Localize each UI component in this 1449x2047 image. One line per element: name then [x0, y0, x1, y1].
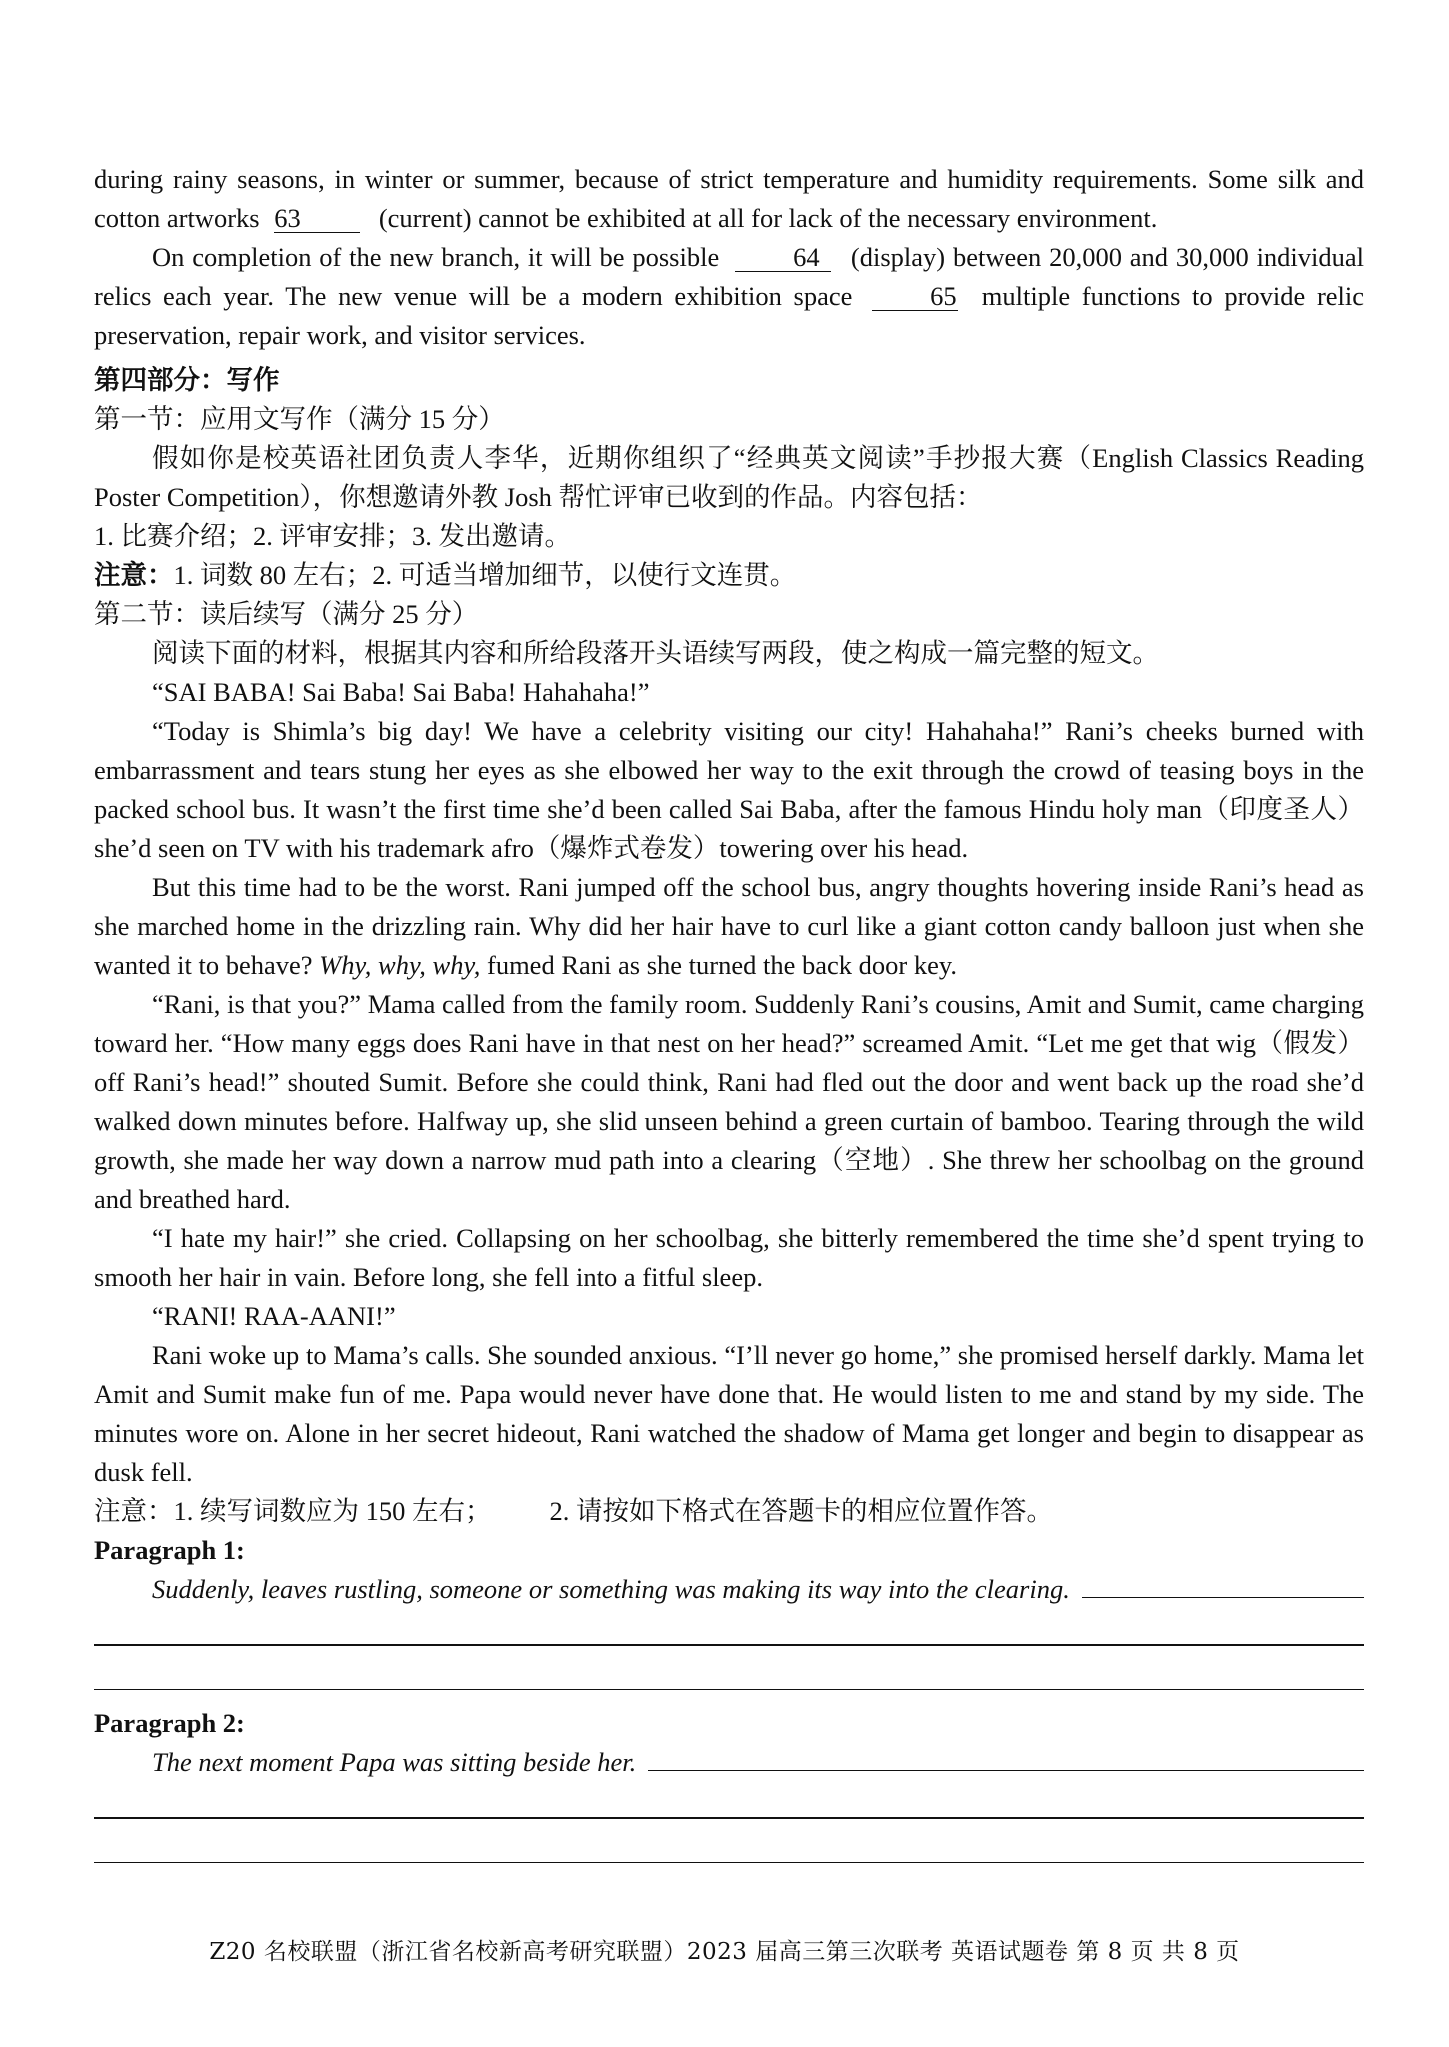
blank-64: 64	[735, 243, 831, 272]
paragraph1-opening: Suddenly, leaves rustling, someone or something was making its way into the clearing.	[152, 1574, 1070, 1604]
answer-line	[1082, 1573, 1364, 1598]
blank-65: 65	[872, 282, 958, 311]
story-paragraph: “Rani, is that you?” Mama called from the family room. Suddenly Rani’s cousins, Amit and Sumit, came charging toward her. “How many eggs does Rani have in that nest on her head?” screamed Amit. “Let me get that wig（假发）off Rani’s head!” shouted Sumit. Before she could think, Rani had fled out the door and went back up the road she’d walked down minutes before. Halfway up, she slid unseen behind a green curtain of bamboo. Tearing through the wild growth, she made her way down a narrow mud path into a clearing（空地）. She threw her schoolbag on the ground and breathed hard.	[94, 989, 1364, 1214]
blank-63: 63	[274, 204, 360, 233]
paragraph2-start	[94, 1743, 1364, 1782]
section1-note	[94, 556, 1364, 595]
note-part-a: 注意：1. 续写词数应为 150 左右；	[94, 1496, 492, 1526]
cloze-text: multiple functions to provide relic preservation, repair work, and visitor services.	[94, 281, 1365, 350]
note-text: 1. 词数 80 左右；2. 可适当增加细节，以使行文连贯。	[173, 560, 797, 590]
story-italic-text: Why, why, why,	[319, 950, 481, 980]
paragraph2-label: Paragraph 2:	[94, 1708, 245, 1738]
story-text: But this time had to be the worst. Rani jumped off the school bus, angry thoughts hovering inside Rani’s head as she marched home in the drizzling rain. Why did her hair have to curl like a giant cotton candy balloon just when she wanted it to behave?	[94, 872, 1364, 980]
story-paragraph: “SAI BABA! Sai Baba! Sai Baba! Hahahaha!”	[152, 677, 650, 707]
story-text: fumed Rani as she turned the back door key.	[487, 950, 957, 980]
section2-title: 第二节：读后续写（满分 25 分）	[94, 599, 479, 629]
story-paragraph: Rani woke up to Mama’s calls. She sounded anxious. “I’ll never go home,” she promised herself darkly. Mama let Amit and Sumit make fun of me. Papa would never have done that. He would listen to me and stand by my side. The minutes wore on. Alone in her secret hideout, Rani watched the shadow of Mama get longer and begin to disappear as dusk fell.	[94, 1340, 1364, 1487]
cloze-text: (display) between 20,000 and 30,000 individual relics each year. The new venue will be a modern exhibition space	[94, 242, 1365, 311]
continuation-note	[94, 1492, 1364, 1531]
section1-items: 1. 比赛介绍；2. 评审安排；3. 发出邀请。	[94, 521, 571, 551]
cloze-paragraph-2	[94, 238, 1364, 355]
cloze-paragraph-1	[94, 160, 1364, 238]
story-paragraph: “I hate my hair!” she cried. Collapsing on her schoolbag, she bitterly remembered the time she’d spent trying to smooth her hair in vain. Before long, she fell into a fitful sleep.	[94, 1223, 1364, 1292]
section1-title: 第一节：应用文写作（满分 15 分）	[94, 404, 505, 434]
cloze-text: On completion of the new branch, it will be possible	[152, 242, 720, 272]
section2-prompt: 阅读下面的材料，根据其内容和所给段落开头语续写两段，使之构成一篇完整的短文。	[152, 638, 1159, 668]
note-label: 注意：	[94, 560, 174, 590]
exam-page	[94, 160, 1364, 1863]
story-paragraph: “RANI! RAA-AANI!”	[152, 1301, 396, 1331]
paragraph1-label: Paragraph 1:	[94, 1535, 245, 1565]
answer-line	[94, 1689, 1364, 1691]
answer-line	[94, 1862, 1364, 1864]
part4-title: 第四部分：写作	[94, 365, 280, 395]
cloze-text: (current) cannot be exhibited at all for lack of the necessary environment.	[378, 203, 1158, 233]
story-paragraph: “Today is Shimla’s big day! We have a celebrity visiting our city! Hahahaha!” Rani’s cheeks burned with embarrassment and tears stung her eyes as she elbowed her way to the exit through the crowd of teasing boys in the packed school bus. It wasn’t the first time she’d been called Sai Baba, after the famous Hindu holy man（印度圣人）she’d seen on TV with his trademark afro（爆炸式卷发）towering over his head.	[94, 716, 1364, 863]
answer-line	[648, 1746, 1364, 1771]
section1-prompt: 假如你是校英语社团负责人李华，近期你组织了“经典英文阅读”手抄报大赛（English Classics Reading Poster Competition），你想邀请外教 Josh 帮忙评审已收到的作品。内容包括：	[94, 443, 1364, 512]
story-paragraph	[94, 868, 1364, 985]
answer-line	[94, 1644, 1364, 1646]
answer-line	[94, 1817, 1364, 1819]
page-footer: Z20 名校联盟（浙江省名校新高考研究联盟）2023 届高三第三次联考 英语试题卷 第 8 页 共 8 页	[209, 1939, 1240, 1965]
cloze-text: during rainy seasons, in winter or summer, because of strict temperature and humidity requirements. Some silk and cotton artworks	[94, 164, 1364, 233]
paragraph2-opening: The next moment Papa was sitting beside her.	[152, 1747, 637, 1777]
paragraph1-start	[94, 1570, 1364, 1609]
note-part-b: 2. 请按如下格式在答题卡的相应位置作答。	[549, 1496, 1053, 1526]
